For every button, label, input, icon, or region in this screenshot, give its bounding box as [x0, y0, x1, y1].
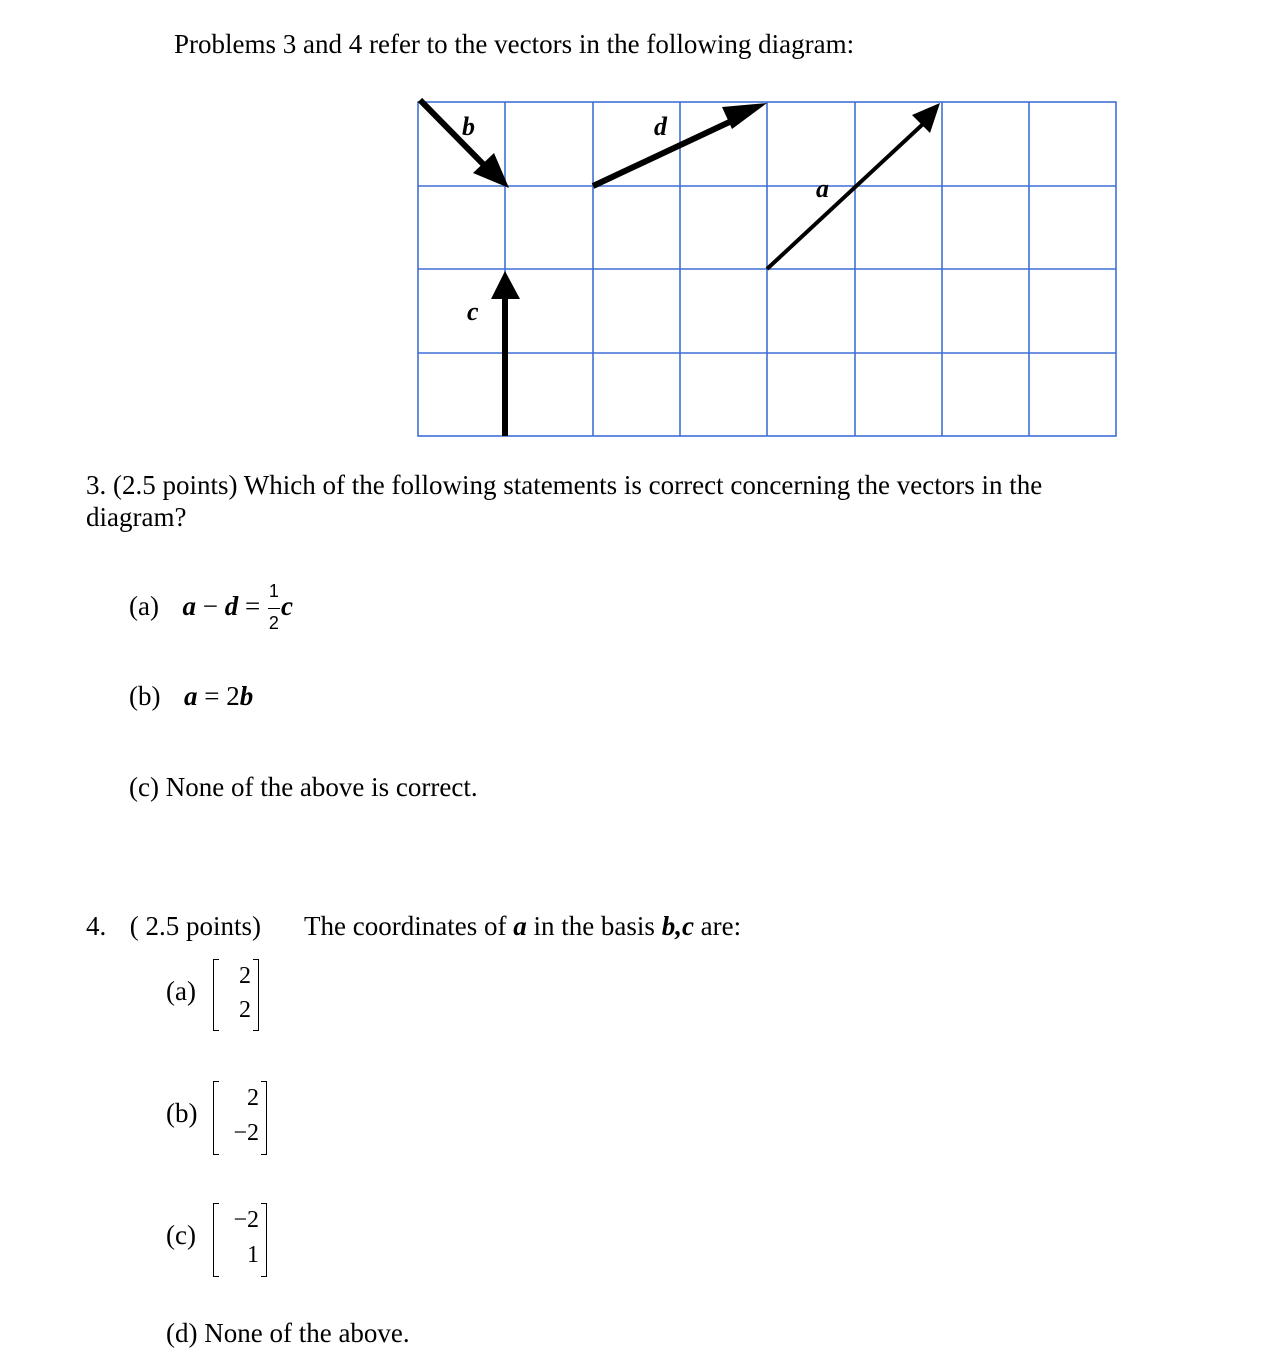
q3-option-a-label: (a)	[129, 591, 159, 621]
q4-basis: b,c	[661, 911, 694, 941]
vector-c-arrowhead	[491, 271, 520, 299]
q3-b-equals: = 2	[197, 681, 240, 711]
vector-bottom-entry: −2	[233, 1120, 259, 1146]
q4-option-a-label[interactable]: (a)	[166, 976, 196, 1006]
q3-option-b[interactable]	[129, 683, 253, 710]
q4-points: ( 2.5 points)	[129, 911, 261, 941]
q3-a-fraction	[267, 581, 281, 634]
vector-top-entry: −2	[233, 1207, 259, 1233]
q3-stem-line1: 3. (2.5 points) Which of the following statements is correct concerning the vectors in the	[86, 470, 1043, 500]
q4-number: 4.	[86, 911, 107, 941]
vector-bottom-entry: 2	[239, 997, 251, 1023]
label-c: c	[467, 297, 479, 326]
label-b: b	[462, 112, 475, 141]
q4-option-b-vector	[213, 1081, 267, 1155]
q3-option-c[interactable]: (c) None of the above is correct.	[129, 772, 478, 802]
intro-text: Problems 3 and 4 refer to the vectors in the following diagram:	[174, 29, 855, 59]
fraction-bar	[268, 608, 280, 609]
vector-a	[767, 124, 923, 269]
q4-option-c-vector	[213, 1203, 267, 1277]
q4-stem	[86, 913, 741, 940]
q3-a-term-c: c	[280, 591, 293, 621]
q4-option-a-vector	[213, 959, 259, 1031]
q3-a-minus: −	[195, 591, 225, 621]
q3-option-b-label: (b)	[129, 681, 161, 711]
q3-a-term-a: a	[182, 591, 196, 621]
vector-top-entry: 2	[239, 963, 251, 989]
q4-option-c-label[interactable]: (c)	[166, 1220, 196, 1250]
q4-var-a: a	[513, 911, 527, 941]
q3-a-equals: =	[238, 591, 267, 621]
q3-option-a[interactable]	[129, 581, 293, 634]
label-d: d	[654, 112, 667, 141]
q3-b-term-b: b	[239, 681, 254, 711]
vector-diagram	[400, 85, 1140, 450]
vector-bottom-entry: 1	[247, 1242, 259, 1268]
fraction-numerator: 1	[268, 581, 279, 602]
q4-option-b-label[interactable]: (b)	[166, 1098, 198, 1128]
label-a: a	[816, 174, 829, 203]
vector-top-entry: 2	[247, 1085, 259, 1111]
q3-stem-line2: diagram?	[86, 502, 187, 532]
q4-option-d[interactable]: (d) None of the above.	[166, 1318, 410, 1348]
fraction-denominator: 2	[268, 613, 279, 634]
q4-text-post: are:	[693, 911, 742, 941]
q4-text-pre: The coordinates of	[304, 911, 514, 941]
q3-b-term-a: a	[183, 681, 198, 711]
q4-text-mid: in the basis	[526, 911, 662, 941]
q3-a-term-d: d	[224, 591, 239, 621]
